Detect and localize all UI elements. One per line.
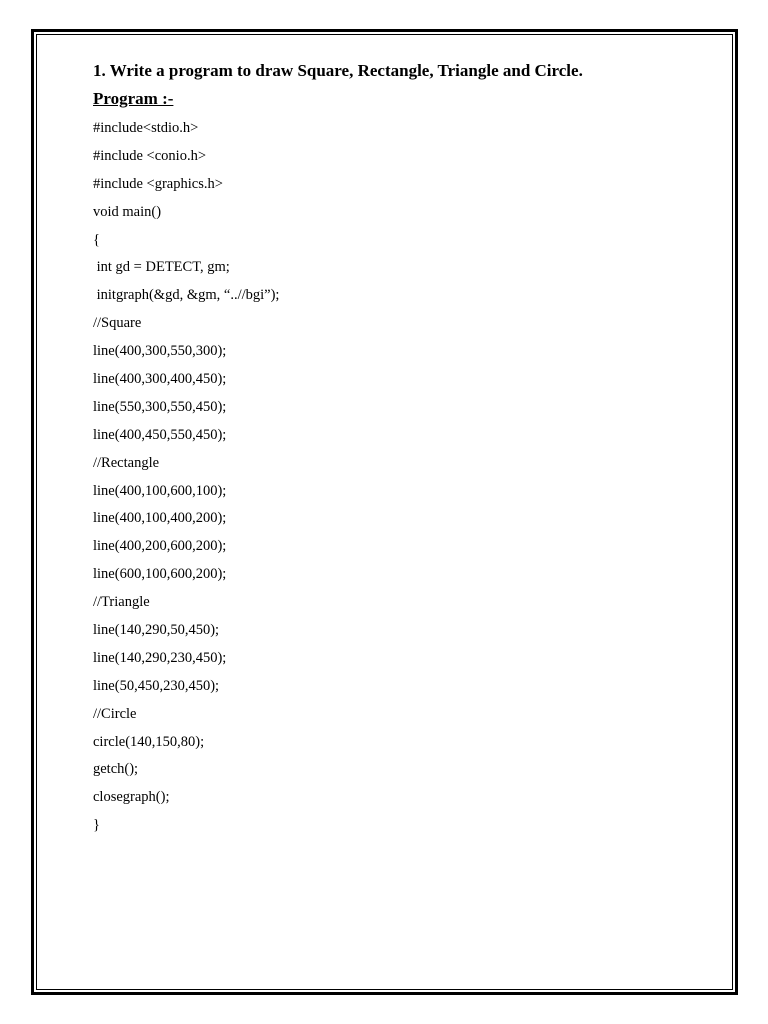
- code-line: #include<stdio.h>: [93, 120, 199, 136]
- code-line: circle(140,150,80);: [93, 733, 205, 750]
- code-line: line(550,300,550,450);: [93, 398, 227, 415]
- code-line: #include <conio.h>: [93, 147, 206, 164]
- document-body: [93, 59, 713, 840]
- code-listing: [93, 115, 713, 840]
- code-line: }: [93, 817, 100, 834]
- code-line: line(140,290,50,450);: [93, 622, 220, 639]
- code-line: line(400,200,600,200);: [93, 538, 227, 555]
- code-line: line(600,100,600,200);: [93, 566, 227, 583]
- code-line: void main(): [93, 203, 162, 220]
- code-comment: //Rectangle: [93, 454, 160, 471]
- code-comment: //Circle: [93, 705, 137, 722]
- code-line: initgraph(&gd, &gm, “..//bgi”);: [93, 287, 280, 304]
- code-line: line(140,290,230,450);: [93, 649, 227, 666]
- code-line: line(400,450,550,450);: [93, 426, 227, 443]
- program-label: Program :-: [93, 89, 174, 108]
- code-line: line(400,300,400,450);: [93, 371, 227, 388]
- question-title: 1. Write a program to draw Square, Rectangle, Triangle and Circle.: [93, 61, 583, 80]
- code-line: line(400,100,600,100);: [93, 482, 227, 499]
- code-line: line(400,300,550,300);: [93, 343, 227, 360]
- code-comment: //Square: [93, 315, 142, 332]
- code-line: int gd = DETECT, gm;: [93, 259, 230, 276]
- code-line: {: [93, 231, 100, 248]
- code-line: line(50,450,230,450);: [93, 677, 220, 694]
- code-line: #include <graphics.h>: [93, 175, 223, 192]
- code-line: getch();: [93, 761, 139, 778]
- code-line: closegraph();: [93, 789, 170, 806]
- code-comment: //Triangle: [93, 594, 150, 611]
- code-line: line(400,100,400,200);: [93, 510, 227, 527]
